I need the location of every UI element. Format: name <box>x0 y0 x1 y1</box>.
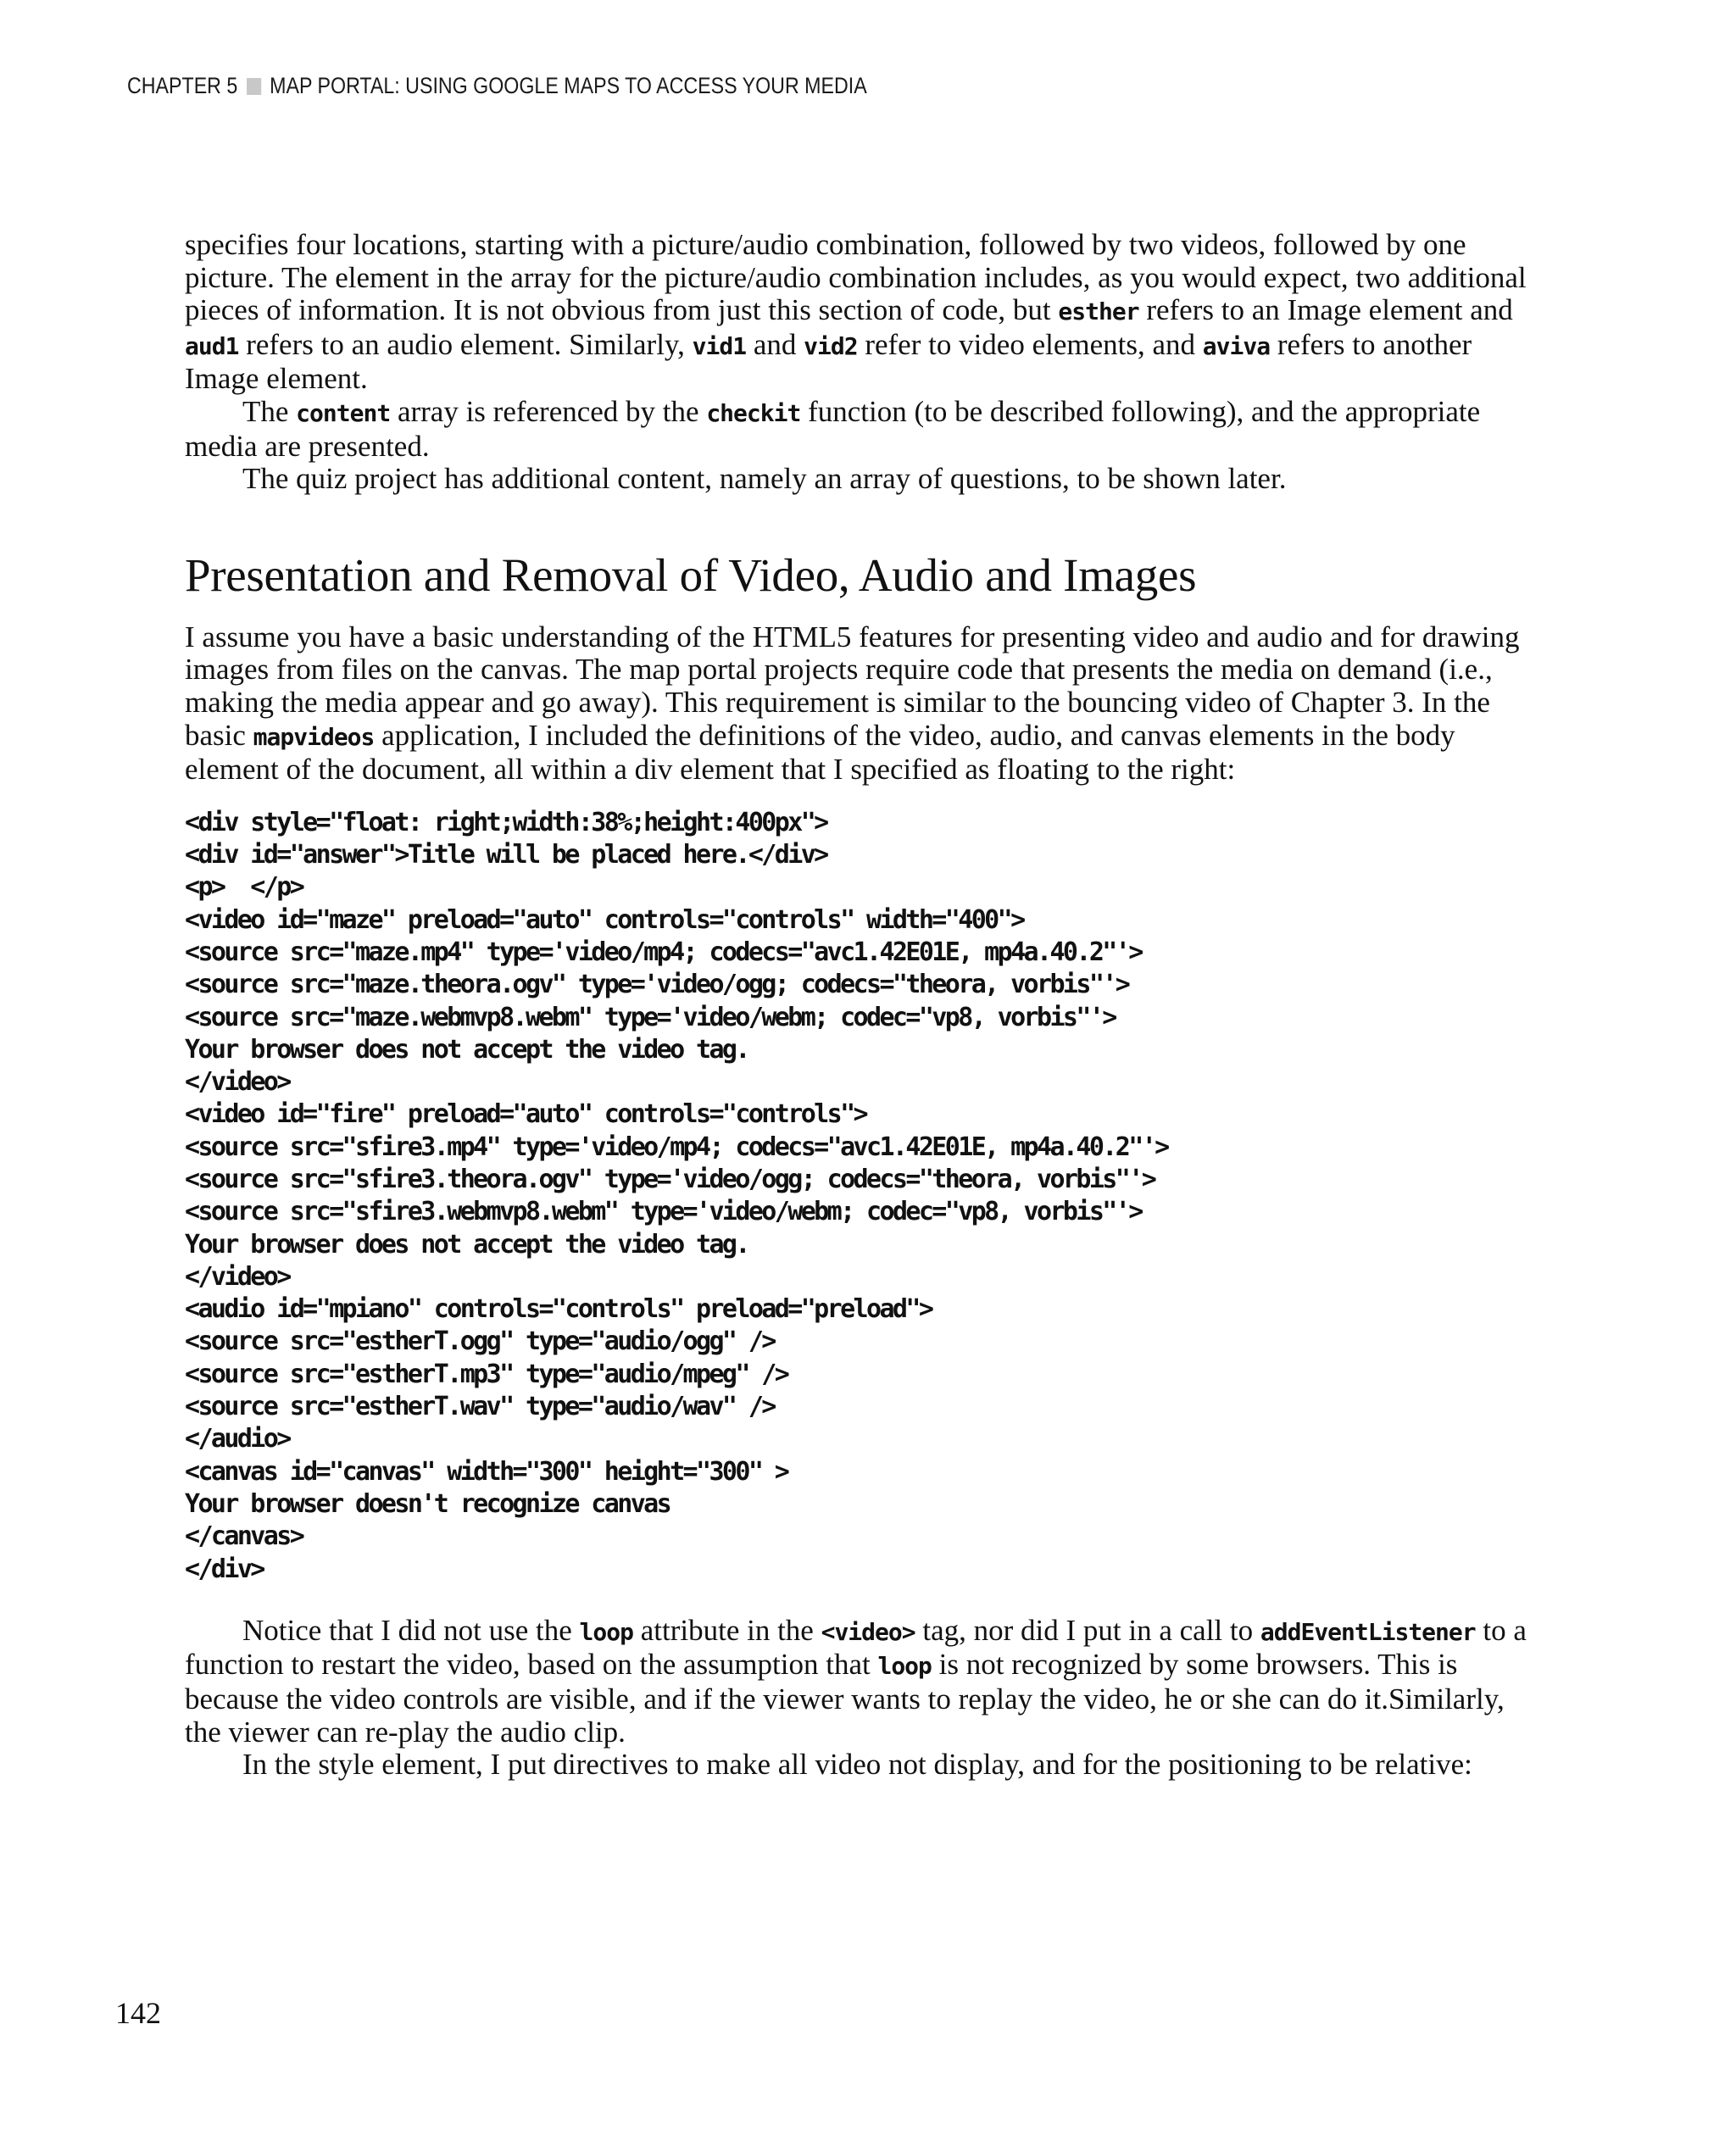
code-line: </video> <box>185 1067 290 1098</box>
section-paragraph-2: Notice that I did not use the loop attribute in the <video> tag, nor did I put in a call to addEventListener to a function to restart the video, based on the assumption that loop is not recognized by some browsers. This is because the video controls are visible, and if the viewer wants to replay the video, he or she can do it.Similarly, the viewer can re-play the audio clip. <box>185 1613 1527 1749</box>
section-heading: Presentation and Removal of Video, Audio and Images <box>185 548 1197 601</box>
code-line: <p> </p> <box>185 872 303 903</box>
inline-code: <video> <box>821 1617 915 1646</box>
code-line: <video id="maze" preload="auto" controls="controls" width="400"> <box>185 904 1024 935</box>
code-line: <audio id="mpiano" controls="controls" preload="preload"> <box>185 1294 932 1325</box>
section-paragraph-3: In the style element, I put directives to make all video not display, and for the positioning to be relative: <box>242 1748 1472 1782</box>
chapter-label: CHAPTER 5 <box>127 73 238 98</box>
code-line: <source src="maze.mp4" type='video/mp4; codecs="avc1.42E01E, mp4a.40.2"'> <box>185 937 1142 967</box>
inline-code: vid2 <box>804 331 858 360</box>
page-number: 142 <box>115 1996 161 2030</box>
chapter-title: MAP PORTAL: USING GOOGLE MAPS TO ACCESS YOUR MEDIA <box>270 73 867 98</box>
running-header <box>127 73 867 99</box>
inline-code: aud1 <box>185 331 239 360</box>
code-line: <source src="estherT.mp3" type="audio/mpeg" /> <box>185 1359 788 1389</box>
intro-paragraph-1: specifies four locations, starting with a picture/audio combination, followed by two videos, followed by one picture. The element in the array for the picture/audio combination includes, as you would expect, two additional pieces of information. It is not obvious from just this section of code, but esther refers to an Image element and aud1 refers to an audio element. Similarly, vid1 and vid2 refer to video elements, and aviva refers to another Image element. <box>185 228 1527 396</box>
code-line: <div style="float: right;width:38%;height:400px"> <box>185 807 827 837</box>
inline-code: esther <box>1058 298 1139 326</box>
inline-code: checkit <box>706 398 801 427</box>
code-line: <canvas id="canvas" width="300" height="300" > <box>185 1456 788 1487</box>
code-line: <source src="sfire3.mp4" type='video/mp4; codecs="avc1.42E01E, mp4a.40.2"'> <box>185 1132 1168 1162</box>
inline-code: vid1 <box>692 331 747 360</box>
inline-code: addEventListener <box>1260 1617 1476 1646</box>
code-line: Your browser does not accept the video tag. <box>185 1034 748 1065</box>
intro-paragraph-3: The quiz project has additional content, namely an array of questions, to be shown later. <box>242 462 1287 496</box>
inline-code: loop <box>579 1617 633 1646</box>
square-bullet-icon <box>247 78 261 95</box>
code-line: <source src="maze.theora.ogv" type='video/ogg; codecs="theora, vorbis"'> <box>185 970 1129 1000</box>
inline-code: loop <box>877 1652 932 1681</box>
code-line: </canvas> <box>185 1521 303 1552</box>
code-line: <source src="sfire3.webmvp8.webm" type='video/webm; codec="vp8, vorbis"'> <box>185 1197 1142 1227</box>
code-line: </video> <box>185 1261 290 1292</box>
code-line: <source src="maze.webmvp8.webm" type='video/webm; codec="vp8, vorbis"'> <box>185 1002 1116 1032</box>
page-body <box>185 229 1541 1782</box>
code-line: <div id="answer">Title will be placed here.</div> <box>185 840 827 870</box>
code-line: </div> <box>185 1554 264 1584</box>
code-line: <source src="estherT.wav" type="audio/wav" /> <box>185 1392 775 1422</box>
inline-code: mapvideos <box>253 722 375 751</box>
inline-code: content <box>296 398 391 427</box>
intro-paragraph-2: The content array is referenced by the checkit function (to be described following), and the appropriate media are presented. <box>185 394 1481 463</box>
inline-code: aviva <box>1202 331 1271 360</box>
code-line: Your browser doesn't recognize canvas <box>185 1488 670 1519</box>
code-listing <box>185 807 1541 1586</box>
code-line: Your browser does not accept the video tag. <box>185 1229 748 1260</box>
code-line: <video id="fire" preload="auto" controls="controls"> <box>185 1099 866 1130</box>
section-paragraph-1: I assume you have a basic understanding of the HTML5 features for presenting video and audio and for drawing images from files on the canvas. The map portal projects require code that presents the media on demand (i.e., making the media appear and go away). This requirement is similar to the bouncing video of Chapter 3. In the basic mapvideos application, I included the definitions of the video, audio, and canvas elements in the body element of the document, all within a div element that I specified as floating to the right: <box>185 620 1520 787</box>
code-line: </audio> <box>185 1424 290 1454</box>
code-line: <source src="sfire3.theora.ogv" type='video/ogg; codecs="theora, vorbis"'> <box>185 1164 1155 1194</box>
code-line: <source src="estherT.ogg" type="audio/ogg" /> <box>185 1326 775 1357</box>
